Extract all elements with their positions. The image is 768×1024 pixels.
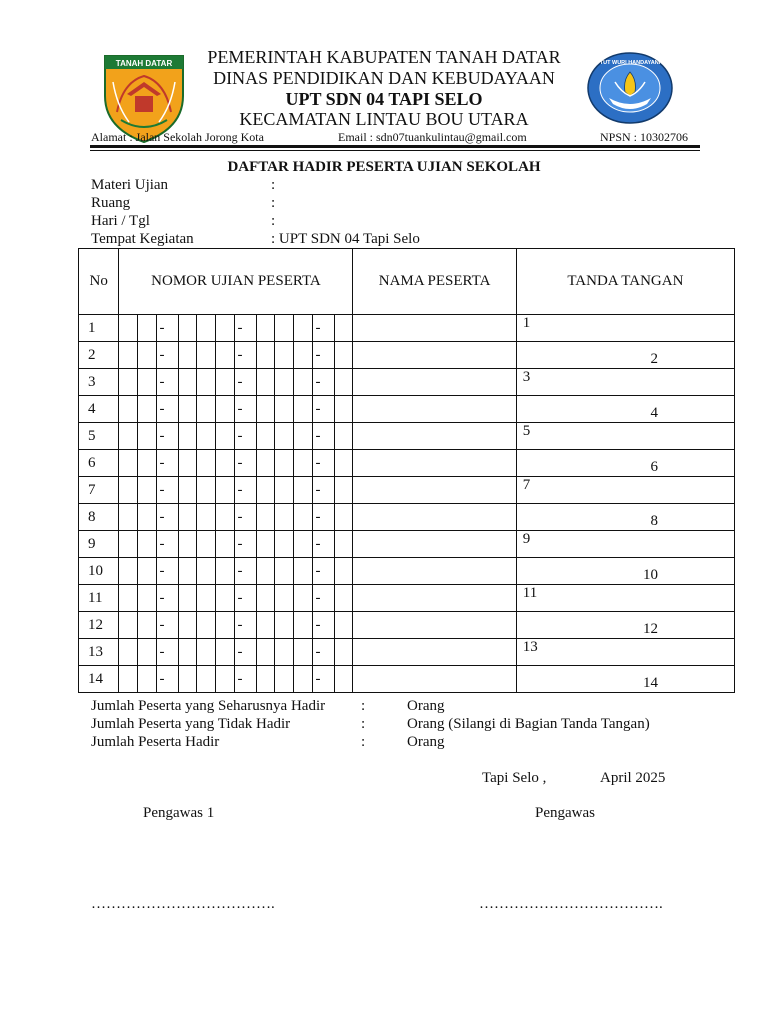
exam-number-separator: - [156,423,178,450]
participant-name-cell [353,315,516,342]
row-number: 12 [79,612,119,639]
exam-number-digit-box [216,585,235,612]
col-header-no: No [79,249,119,315]
signature-cell: 12 [516,612,734,639]
exam-number-digit-box [334,423,353,450]
exam-number-digit-box [334,477,353,504]
signature-cell: 6 [516,450,734,477]
exam-number-digit-box [119,504,138,531]
exam-number-digit-box [138,342,157,369]
row-number: 5 [79,423,119,450]
exam-number-separator: - [312,423,334,450]
exam-number-digit-box [275,666,294,693]
participant-name-cell [353,423,516,450]
exam-number-digit-box [119,612,138,639]
exam-number-digit-box [294,666,313,693]
exam-number-separator: - [234,342,256,369]
exam-number-digit-box [294,531,313,558]
exam-number-separator: - [312,558,334,585]
exam-number-separator: - [312,504,334,531]
signing-place: Tapi Selo , [482,770,547,786]
exam-number-digit-box [138,315,157,342]
exam-number-digit-box [275,477,294,504]
exam-number-digit-box [275,396,294,423]
participant-name-cell [353,531,516,558]
row-number: 8 [79,504,119,531]
exam-number-separator: - [234,666,256,693]
exam-number-digit-box [216,423,235,450]
exam-number-separator: - [156,315,178,342]
exam-number-separator: - [234,531,256,558]
info-materi-ujian [91,177,276,194]
exam-number-digit-box [294,369,313,396]
logo-right-text: TUT WURI HANDAYANI [599,60,661,66]
exam-number-digit-box [178,585,197,612]
exam-number-digit-box [275,639,294,666]
exam-number-digit-box [294,477,313,504]
signature-cell: 13 [516,639,734,666]
exam-number-digit-box [197,450,216,477]
exam-number-digit-box [178,666,197,693]
info-value: : UPT SDN 04 Tapi Selo [271,231,420,247]
exam-number-digit-box [138,504,157,531]
header-line-district: KECAMATAN LINTAU BOU UTARA [239,109,529,129]
info-label: Hari / Tgl [91,213,150,229]
exam-number-separator: - [234,477,256,504]
exam-number-separator: - [312,612,334,639]
exam-number-digit-box [256,369,275,396]
exam-number-digit-box [334,639,353,666]
exam-number-digit-box [216,558,235,585]
col-header-nomor-ujian: NOMOR UJIAN PESERTA [119,249,353,315]
exam-number-digit-box [275,423,294,450]
signature-cell: 3 [516,369,734,396]
table-row [79,477,735,504]
exam-number-digit-box [256,531,275,558]
col-header-nama: NAMA PESERTA [353,249,516,315]
exam-number-separator: - [234,423,256,450]
header-address: Alamat : Jalan Sekolah Jorong Kota [91,130,264,144]
exam-number-digit-box [197,423,216,450]
exam-number-digit-box [334,531,353,558]
exam-number-digit-box [334,558,353,585]
row-number: 7 [79,477,119,504]
document-title: DAFTAR HADIR PESERTA UJIAN SEKOLAH [227,159,541,175]
row-number: 4 [79,396,119,423]
exam-number-digit-box [197,585,216,612]
exam-number-separator: - [156,369,178,396]
exam-number-digit-box [275,342,294,369]
participant-name-cell [353,666,516,693]
exam-number-digit-box [275,531,294,558]
exam-number-digit-box [334,396,353,423]
exam-number-separator: - [234,504,256,531]
letterhead [0,0,768,150]
header-npsn: NPSN : 10302706 [600,130,689,144]
exam-number-separator: - [156,666,178,693]
exam-number-digit-box [334,450,353,477]
row-number: 11 [79,585,119,612]
exam-number-separator: - [156,639,178,666]
exam-number-separator: - [234,369,256,396]
exam-number-separator: - [234,585,256,612]
table-row [79,666,735,693]
exam-number-digit-box [216,369,235,396]
signature-cell: 9 [516,531,734,558]
row-number: 14 [79,666,119,693]
exam-number-digit-box [119,342,138,369]
col-header-tanda-tangan: TANDA TANGAN [516,249,734,315]
row-number: 13 [79,639,119,666]
exam-number-digit-box [216,477,235,504]
table-row [79,558,735,585]
exam-number-digit-box [256,342,275,369]
exam-number-digit-box [294,558,313,585]
exam-number-digit-box [197,396,216,423]
row-number: 6 [79,450,119,477]
row-number: 10 [79,558,119,585]
exam-number-digit-box [216,639,235,666]
exam-number-digit-box [138,477,157,504]
participant-name-cell [353,369,516,396]
exam-number-digit-box [334,504,353,531]
header-rule-thick [90,145,700,148]
exam-number-digit-box [138,612,157,639]
info-tempat-kegiatan [91,231,420,248]
exam-number-digit-box [294,423,313,450]
participant-name-cell [353,585,516,612]
table-row [79,396,735,423]
exam-number-digit-box [178,558,197,585]
signature-cell: 5 [516,423,734,450]
signature-cell: 4 [516,396,734,423]
exam-number-separator: - [156,396,178,423]
exam-number-digit-box [178,369,197,396]
exam-number-separator: - [312,585,334,612]
exam-number-digit-box [178,612,197,639]
participant-name-cell [353,558,516,585]
signature-cell: 11 [516,585,734,612]
exam-number-digit-box [178,396,197,423]
header-email: Email : sdn07tuankulintau@gmail.com [338,130,527,144]
logo-left-text: TANAH DATAR [115,59,173,68]
summary-expected [91,698,445,715]
exam-number-digit-box [119,396,138,423]
exam-number-separator: - [156,531,178,558]
summary-unit: Orang [407,698,445,714]
exam-number-digit-box [119,558,138,585]
signature-cell: 1 [516,315,734,342]
summary-colon: : [361,734,366,750]
participant-name-cell [353,639,516,666]
exam-number-digit-box [197,558,216,585]
exam-number-digit-box [197,477,216,504]
table-row [79,612,735,639]
signature-line-1: ………………………………. [91,896,275,912]
table-row [79,531,735,558]
exam-number-separator: - [234,639,256,666]
exam-number-digit-box [256,477,275,504]
summary-label: Jumlah Peserta yang Tidak Hadir [91,716,291,732]
exam-number-digit-box [216,315,235,342]
exam-number-digit-box [197,315,216,342]
exam-number-digit-box [119,666,138,693]
exam-number-separator: - [312,369,334,396]
participant-name-cell [353,504,516,531]
exam-number-separator: - [156,585,178,612]
exam-number-digit-box [197,531,216,558]
exam-number-separator: - [156,558,178,585]
exam-number-digit-box [138,369,157,396]
exam-number-digit-box [256,504,275,531]
exam-number-digit-box [119,585,138,612]
exam-number-digit-box [138,450,157,477]
summary-absent [91,716,650,733]
exam-number-digit-box [119,477,138,504]
exam-number-separator: - [156,450,178,477]
pengawas-1-label: Pengawas 1 [143,805,215,821]
exam-number-digit-box [119,450,138,477]
exam-number-digit-box [294,639,313,666]
exam-number-digit-box [197,504,216,531]
exam-number-digit-box [334,585,353,612]
exam-number-digit-box [138,639,157,666]
header-line-department: DINAS PENDIDIKAN DAN KEBUDAYAAN [213,68,555,88]
exam-number-digit-box [138,585,157,612]
exam-number-digit-box [256,450,275,477]
signing-date: April 2025 [600,770,666,786]
signature-line-2: ………………………………. [479,896,663,912]
summary-label: Jumlah Peserta Hadir [91,734,220,750]
exam-number-separator: - [312,666,334,693]
info-hari-tgl [91,213,276,230]
exam-number-digit-box [216,612,235,639]
exam-number-digit-box [294,612,313,639]
info-label: Ruang [91,195,131,211]
participant-name-cell [353,477,516,504]
row-number: 2 [79,342,119,369]
exam-number-separator: - [156,342,178,369]
exam-number-digit-box [256,396,275,423]
exam-number-digit-box [216,450,235,477]
table-row [79,369,735,396]
exam-number-separator: - [312,531,334,558]
exam-number-digit-box [256,666,275,693]
exam-number-digit-box [216,531,235,558]
info-value: : [271,177,276,193]
exam-number-digit-box [294,396,313,423]
attendance-table [78,248,735,693]
exam-number-digit-box [216,396,235,423]
signature-cell: 14 [516,666,734,693]
header-line-government: PEMERINTAH KABUPATEN TANAH DATAR [207,47,561,67]
summary-unit: Orang (Silangi di Bagian Tanda Tangan) [407,716,650,732]
table-row [79,450,735,477]
exam-number-digit-box [119,639,138,666]
exam-number-digit-box [294,450,313,477]
exam-number-digit-box [275,315,294,342]
exam-number-digit-box [256,558,275,585]
row-number: 9 [79,531,119,558]
exam-number-digit-box [197,369,216,396]
header-line-school: UPT SDN 04 TAPI SELO [285,89,483,109]
exam-number-digit-box [178,531,197,558]
exam-number-digit-box [216,342,235,369]
exam-number-digit-box [138,531,157,558]
info-value: : [271,213,276,229]
table-row [79,423,735,450]
exam-number-digit-box [138,666,157,693]
table-row [79,504,735,531]
info-label: Materi Ujian [91,177,169,193]
table-row [79,585,735,612]
exam-number-digit-box [119,315,138,342]
exam-number-separator: - [312,396,334,423]
exam-number-digit-box [119,423,138,450]
exam-number-separator: - [312,450,334,477]
table-row [79,315,735,342]
exam-number-digit-box [294,315,313,342]
signature-cell: 8 [516,504,734,531]
exam-number-digit-box [197,612,216,639]
exam-number-separator: - [312,315,334,342]
participant-name-cell [353,396,516,423]
participant-name-cell [353,342,516,369]
exam-number-digit-box [334,369,353,396]
participant-name-cell [353,450,516,477]
exam-number-separator: - [234,612,256,639]
summary-present [91,734,445,751]
info-value: : [271,195,276,211]
table-header-row [79,249,735,315]
exam-number-digit-box [275,369,294,396]
signature-cell: 2 [516,342,734,369]
exam-number-digit-box [275,450,294,477]
exam-number-digit-box [275,585,294,612]
exam-number-separator: - [156,612,178,639]
summary-unit: Orang [407,734,445,750]
summary-colon: : [361,698,366,714]
exam-number-digit-box [138,423,157,450]
exam-number-digit-box [256,315,275,342]
info-ruang [91,195,276,212]
header-rule-thin [90,150,700,151]
exam-number-digit-box [197,639,216,666]
exam-number-digit-box [334,315,353,342]
exam-number-separator: - [312,639,334,666]
exam-number-separator: - [234,450,256,477]
exam-number-digit-box [334,612,353,639]
summary-colon: : [361,716,366,732]
table-row [79,639,735,666]
exam-number-separator: - [312,342,334,369]
exam-number-separator: - [234,396,256,423]
exam-number-digit-box [256,639,275,666]
row-number: 3 [79,369,119,396]
exam-number-separator: - [156,504,178,531]
exam-number-digit-box [178,639,197,666]
exam-number-separator: - [156,477,178,504]
exam-number-separator: - [234,558,256,585]
exam-number-digit-box [256,423,275,450]
exam-number-digit-box [256,612,275,639]
exam-number-digit-box [294,342,313,369]
exam-number-digit-box [294,504,313,531]
row-number: 1 [79,315,119,342]
exam-number-digit-box [275,612,294,639]
exam-number-digit-box [216,666,235,693]
exam-number-digit-box [334,666,353,693]
exam-number-digit-box [197,666,216,693]
exam-number-digit-box [138,558,157,585]
exam-number-separator: - [312,477,334,504]
signature-cell: 10 [516,558,734,585]
exam-number-digit-box [216,504,235,531]
exam-number-digit-box [178,315,197,342]
exam-number-digit-box [275,558,294,585]
exam-number-digit-box [119,369,138,396]
info-label: Tempat Kegiatan [91,231,194,247]
table-row [79,342,735,369]
exam-number-digit-box [178,504,197,531]
exam-number-digit-box [138,396,157,423]
exam-number-digit-box [294,585,313,612]
pengawas-2-label: Pengawas [535,805,595,821]
exam-number-digit-box [119,531,138,558]
exam-number-digit-box [178,450,197,477]
exam-number-digit-box [197,342,216,369]
exam-number-separator: - [234,315,256,342]
exam-number-digit-box [275,504,294,531]
summary-label: Jumlah Peserta yang Seharusnya Hadir [91,698,326,714]
exam-number-digit-box [178,477,197,504]
exam-number-digit-box [178,342,197,369]
signature-cell: 7 [516,477,734,504]
exam-number-digit-box [178,423,197,450]
exam-number-digit-box [334,342,353,369]
exam-number-digit-box [256,585,275,612]
participant-name-cell [353,612,516,639]
